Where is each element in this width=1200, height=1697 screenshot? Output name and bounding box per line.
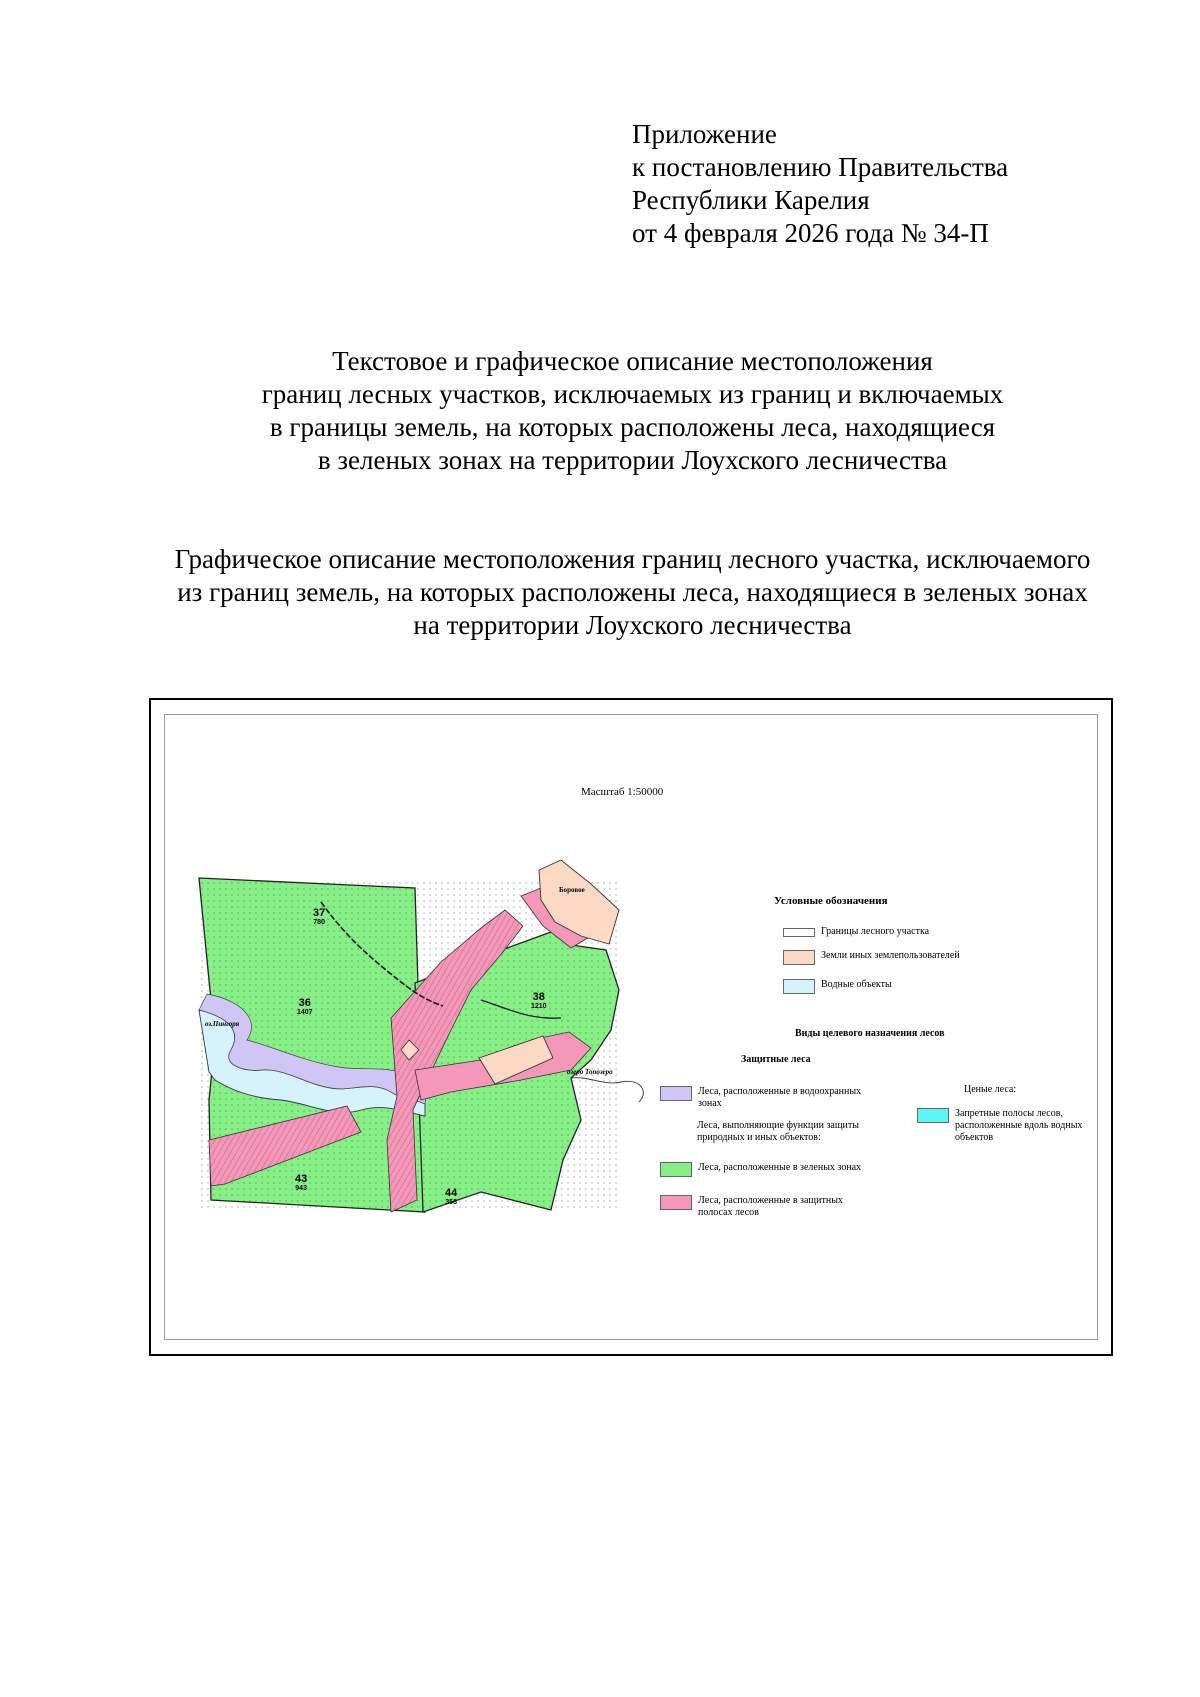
appendix-line-2: к постановлению Правительства	[632, 152, 1009, 182]
appendix-line-4: от 4 февраля 2026 года № 34-П	[632, 218, 989, 248]
document-title-line-2: границ лесных участков, исключаемых из границ и включаемых	[261, 379, 1004, 409]
legend-boundary-label: Границы лесного участка	[821, 926, 930, 937]
forest-map	[151, 700, 1111, 1354]
purpose-title: Виды целевого назначения лесов	[795, 1028, 945, 1039]
legend-restricted-strips	[917, 1108, 1085, 1144]
lake-label-east: озеро Топозеро	[567, 1068, 613, 1076]
legend-protective-strips	[660, 1195, 858, 1219]
legend-green-zones	[660, 1162, 861, 1177]
protective-functions-label: Леса, выполняющие функции защиты природных и иных объектов:	[697, 1120, 859, 1143]
water-swatch	[783, 979, 815, 994]
document-title-line-4: в зеленых зонах на территории Лоухского лесничества	[317, 445, 948, 475]
map-scale: Масштаб 1:50000	[581, 786, 664, 798]
legend-title: Условные обозначения	[774, 895, 888, 907]
legend-water	[783, 979, 892, 994]
document-title	[100, 345, 1165, 477]
section-title-line-3: на территории Лоухского лесничества	[413, 610, 852, 640]
other-land-swatch	[783, 950, 815, 965]
legend-boundary	[783, 926, 929, 938]
document-title-line-1: Текстовое и графическое описание местоположения	[332, 346, 933, 376]
section-title	[100, 543, 1165, 642]
restricted-strip-swatch	[917, 1108, 949, 1123]
section-title-line-1: Графическое описание местоположения границ лесного участка, исключаемого	[174, 544, 1091, 574]
quarter-area: 358	[445, 1199, 457, 1206]
quarter-area: 780	[313, 919, 325, 926]
quarter-label	[295, 1174, 307, 1194]
legend-water-protection-label: Леса, расположенные в водоохранных зонах	[698, 1086, 862, 1109]
legend-restricted-strips-label: Запретные полосы лесов, расположенные вдоль водных объектов	[955, 1108, 1083, 1143]
quarter-area: 1210	[531, 1003, 547, 1010]
quarter-number: 37	[313, 907, 326, 919]
quarter-area: 943	[295, 1185, 307, 1192]
protective-strip-swatch	[660, 1195, 692, 1210]
appendix-header	[632, 118, 1008, 250]
settlement-label: Боровое	[559, 886, 585, 894]
quarter-number: 36	[298, 997, 311, 1009]
map-frame	[149, 698, 1113, 1356]
quarter-number: 43	[295, 1173, 308, 1185]
section-title-line-2: из границ земель, на которых расположены леса, находящиеся в зеленых зонах	[177, 577, 1088, 607]
quarter-label	[297, 998, 313, 1018]
green-zone-swatch	[660, 1162, 692, 1177]
boundary-swatch	[783, 928, 815, 937]
legend-other-land	[783, 950, 960, 965]
quarter-number: 38	[532, 991, 545, 1003]
appendix-line-1: Приложение	[632, 119, 777, 149]
valuable-title: Ценые леса:	[964, 1084, 1017, 1095]
quarter-number: 44	[445, 1187, 458, 1199]
quarter-label	[445, 1188, 457, 1208]
legend-protective-strips-label: Леса, расположенные в защитных полосах лесов	[698, 1195, 843, 1218]
legend-water-protection	[660, 1086, 868, 1110]
document-title-line-3: в границы земель, на которых расположены леса, находящиеся	[269, 412, 996, 442]
legend-other-land-label: Земли иных землепользователей	[821, 950, 960, 961]
quarter-label	[313, 908, 325, 928]
quarter-label	[531, 992, 547, 1012]
legend-water-label: Водные объекты	[821, 979, 892, 990]
protective-title: Защитные леса	[741, 1054, 811, 1065]
quarter-area: 1407	[297, 1009, 313, 1016]
appendix-line-3: Республики Карелия	[632, 185, 870, 215]
legend-green-zones-label: Леса, расположенные в зеленых зонах	[698, 1162, 862, 1173]
water-protection-swatch	[660, 1086, 692, 1101]
lake-label-west: оз.Пингоря	[205, 1020, 240, 1028]
